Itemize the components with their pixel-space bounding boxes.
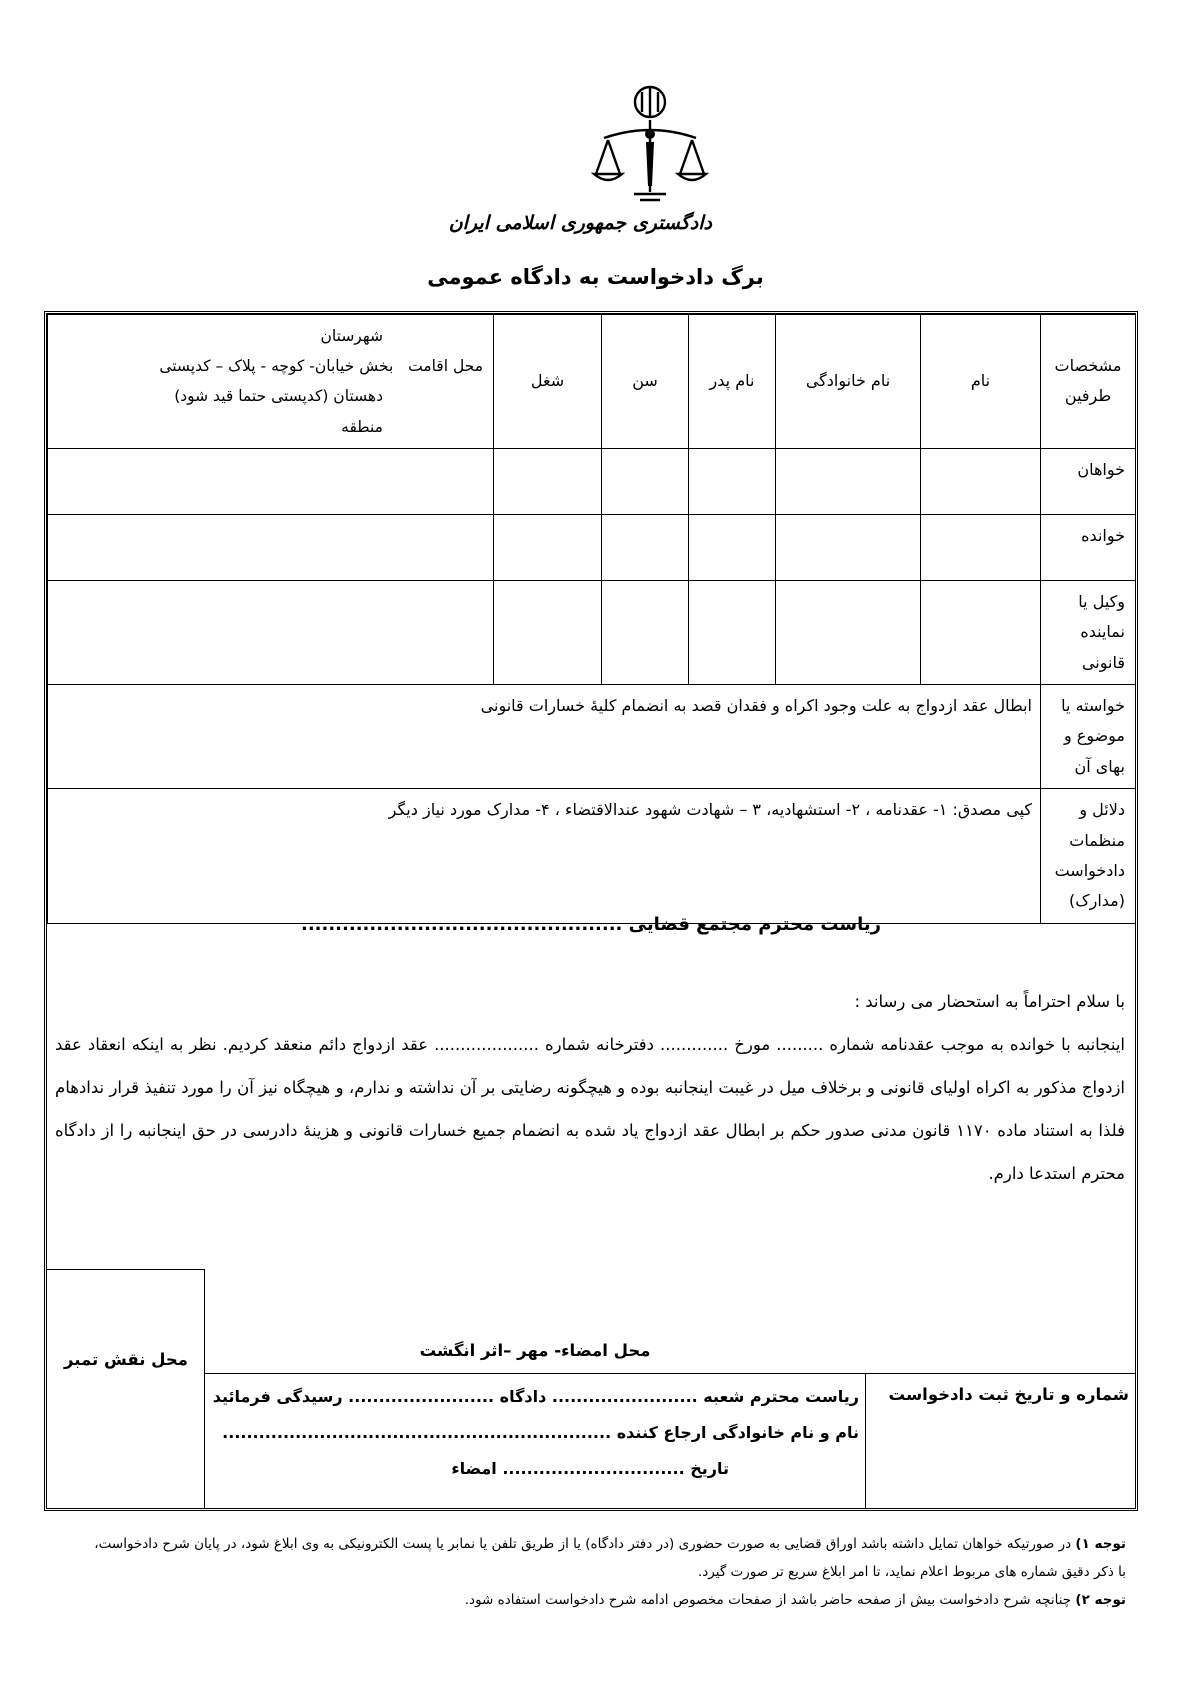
row-plaintiff: خواهان: [1041, 448, 1136, 514]
registration-label: شماره و تاریخ ثبت دادخواست: [888, 1385, 1129, 1404]
defendant-age-cell[interactable]: [602, 514, 689, 580]
petition-form-frame: [44, 311, 1138, 1511]
lawyer-job-cell[interactable]: [494, 580, 602, 684]
column-residence: [48, 315, 494, 449]
claim-label: خواسته یا موضوع و بهای آن: [1041, 685, 1136, 789]
evidence-label: دلائل و منظمات دادخواست (مدارک): [1041, 789, 1136, 924]
footer-section: [47, 1269, 1135, 1508]
address-line-region: منطقه: [341, 417, 383, 436]
plaintiff-age-cell[interactable]: [602, 448, 689, 514]
note-2-text: چنانچه شرح دادخواست بیش از صفحه حاضر باشد از صفحات مخصوص ادامه شرح دادخواست استفاده شود.: [464, 1592, 1076, 1608]
address-line-county: شهرستان: [320, 327, 383, 345]
agency-name: دادگستری جمهوری اسلامی ایران: [448, 212, 712, 234]
plaintiff-father-cell[interactable]: [689, 448, 776, 514]
footnotes: [86, 1530, 1126, 1614]
claim-text[interactable]: ابطال عقد ازدواج به علت وجود اکراه و فقدان قصد به انضمام کلیۀ خسارات قانونی: [48, 685, 1041, 789]
footer-column-divider: [865, 1373, 866, 1508]
column-job: شغل: [494, 315, 602, 449]
letter-body[interactable]: [55, 980, 1125, 1195]
lawyer-father-cell[interactable]: [689, 580, 776, 684]
defendant-address-cell[interactable]: [48, 514, 494, 580]
column-father: نام پدر: [689, 315, 776, 449]
referral-line-referrer: نام و نام خانوادگی ارجاع کننده ................................................................: [222, 1423, 859, 1442]
defendant-name-cell[interactable]: [921, 514, 1041, 580]
defendant-job-cell[interactable]: [494, 514, 602, 580]
referral-line-branch: ریاست محترم شعبه ........................ دادگاه ........................ رسیدگی فرمائید: [212, 1387, 859, 1406]
footer-divider: [205, 1373, 1135, 1374]
scales-of-justice-icon: [590, 82, 712, 208]
header-corner: مشخصات طرفین: [1041, 315, 1136, 449]
row-defendant: خوانده: [1041, 514, 1136, 580]
residence-label: محل اقامت: [408, 357, 483, 376]
referral-line-date: تاریخ .............................. امضاء: [451, 1459, 729, 1478]
note-2: [86, 1586, 1126, 1614]
stamp-box: [47, 1269, 205, 1508]
address-line-street: محل اقامت بخش خیابان- کوچه - پلاک – کدپستی: [159, 357, 483, 376]
form-title: برگ دادخواست به دادگاه عمومی: [427, 265, 764, 289]
plaintiff-name-cell[interactable]: [921, 448, 1041, 514]
plaintiff-job-cell[interactable]: [494, 448, 602, 514]
note-2-label: توجه ۲): [1075, 1592, 1126, 1608]
plaintiff-address-cell[interactable]: [48, 448, 494, 514]
lawyer-age-cell[interactable]: [602, 580, 689, 684]
note-1-label: توجه ۱): [1075, 1536, 1126, 1552]
letter-text: اینجانبه با خوانده به موجب عقدنامه شماره ......... مورخ ............. دفترخانه شماره .................... عقد ازدواج دائم منعقد کردیم. نظر به اینکه انعقاد عقد ازدواج مذکور به اکراه اولیای قانونی و برخلاف میل در غیبت اینجانبه بوده و هیچگونه رضایتی بر آن نداشته و ندارم، و هیچگاه نیز آن را مورد تنفیذ قرار ندادهام فلذا به استناد ماده ۱۱۷۰ قانون مدنی صدور حکم بر ابطال عقد ازدواج یاد شده به انضمام جمیع خسارات قانونی و هزینۀ دادرسی در حق اینجانبه را از دادگاه محترم استدعا دارم.: [55, 1035, 1125, 1183]
letter-greeting: با سلام احتراماً به استحضار می رساند :: [854, 992, 1125, 1011]
referral-block: [212, 1379, 859, 1487]
defendant-father-cell[interactable]: [689, 514, 776, 580]
column-age: سن: [602, 315, 689, 449]
lawyer-family-cell[interactable]: [776, 580, 921, 684]
defendant-family-cell[interactable]: [776, 514, 921, 580]
stamp-place-label: محل نقش تمبر: [64, 1350, 188, 1369]
column-name: نام: [921, 315, 1041, 449]
letter-heading: ریاست محترم مجتمع قضایی ...............................................: [300, 914, 882, 935]
address-line-village: دهستان (کدپستی حتما قید شود): [174, 387, 383, 406]
evidence-text[interactable]: کپی مصدق: ۱- عقدنامه ، ۲- استشهادیه، ۳ – شهادت شهود عندالاقتضاء ، ۴- مدارک مورد نیاز دیگر: [48, 789, 1041, 924]
lawyer-address-cell[interactable]: [48, 580, 494, 684]
parties-table: [47, 314, 1136, 924]
column-family: نام خانوادگی: [776, 315, 921, 449]
signature-place-label: محل امضاء- مهر –اثر انگشت: [419, 1341, 651, 1360]
note-1-text: در صورتیکه خواهان تمایل داشته باشد اوراق قضایی به صورت حضوری (در دفتر دادگاه) یا از طریق تلفن یا نمابر یا پست الکترونیکی به وی ابلاغ شود، در پایان شرح دادخواست، با ذکر دقیق شماره های مربوط اعلام نماید، تا امر ابلاغ سریع تر صورت گیرد.: [94, 1536, 1126, 1580]
lawyer-name-cell[interactable]: [921, 580, 1041, 684]
note-1: [86, 1530, 1126, 1586]
plaintiff-family-cell[interactable]: [776, 448, 921, 514]
judiciary-emblem: [448, 82, 712, 250]
row-lawyer: وکیل یا نماینده قانونی: [1041, 580, 1136, 684]
